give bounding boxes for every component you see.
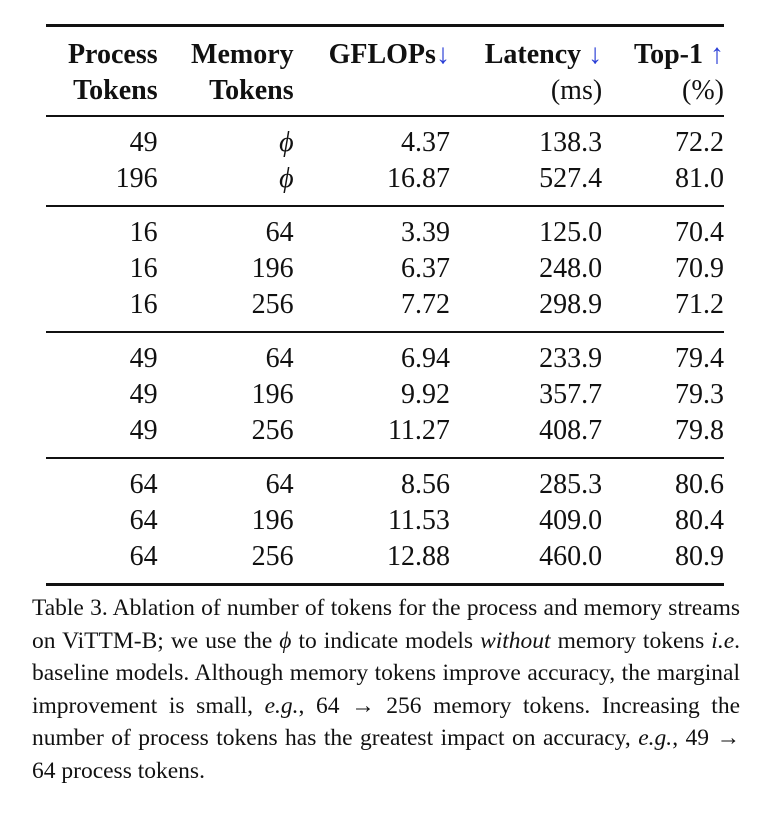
- cell-latency: 357.7: [539, 379, 603, 410]
- header-latency: Latency ↓: [484, 39, 603, 70]
- cell-gflops: 7.72: [400, 289, 450, 320]
- cell-top1: 80.9: [675, 541, 724, 572]
- cell-gflops: 4.37: [400, 127, 450, 158]
- table-row: [46, 413, 724, 458]
- cell-gflops: 12.88: [386, 541, 450, 572]
- cell-top1: 79.3: [675, 379, 724, 410]
- cell-gflops: 6.37: [400, 253, 450, 284]
- group-process-64: [46, 458, 724, 585]
- table-header: [46, 26, 724, 117]
- cell-memory-tokens: 256: [251, 289, 294, 320]
- down-arrow-icon: ↓: [588, 39, 603, 70]
- cell-latency: 460.0: [539, 541, 603, 572]
- cell-top1: 80.4: [675, 505, 724, 536]
- cell-process-tokens: 49: [129, 343, 158, 374]
- cell-latency: 233.9: [539, 343, 603, 374]
- cell-latency: 409.0: [539, 505, 603, 536]
- table-caption: [32, 592, 740, 788]
- cell-process-tokens: 16: [129, 289, 158, 320]
- cell-top1: 79.4: [675, 343, 724, 374]
- cell-process-tokens: 64: [129, 505, 158, 536]
- cell-top1: 70.9: [675, 253, 724, 284]
- table-row: [46, 458, 724, 503]
- cell-memory-tokens: 196: [251, 379, 294, 410]
- header-latency-unit: (ms): [550, 75, 603, 106]
- cell-gflops: 11.53: [387, 505, 450, 536]
- table-row: [46, 539, 724, 585]
- cell-memory-tokens: 64: [265, 343, 294, 374]
- caption-text: Ablation of number of tokens for the process and memory streams on ViTTM-B; we use the: [32, 595, 740, 654]
- table-row: [46, 503, 724, 539]
- header-top1-unit: (%): [682, 75, 724, 106]
- cell-memory-tokens: 196: [251, 253, 294, 284]
- cell-process-tokens: 49: [129, 127, 158, 158]
- ablation-table: [46, 24, 724, 586]
- cell-latency: 138.3: [539, 127, 603, 158]
- header-memory-tokens: Memory: [191, 39, 294, 70]
- caption-without: without: [480, 627, 551, 654]
- cell-gflops: 11.27: [387, 415, 450, 446]
- caption-text: . baseline models. Although memory tokens improve accuracy, the marginal improvement is small,: [32, 627, 741, 719]
- cell-process-tokens: 196: [115, 163, 158, 194]
- cell-latency: 285.3: [539, 469, 603, 500]
- table-row: [46, 116, 724, 161]
- table-row: [46, 206, 724, 251]
- cell-gflops: 9.92: [400, 379, 450, 410]
- up-arrow-icon: ↑: [710, 39, 724, 70]
- cell-latency: 298.9: [539, 289, 603, 320]
- cell-process-tokens: 49: [129, 415, 158, 446]
- table-row: [46, 161, 724, 206]
- cell-memory-tokens: 64: [265, 469, 294, 500]
- cell-process-tokens: 49: [129, 379, 158, 410]
- table-row: [46, 332, 724, 377]
- caption-text: memory tokens: [550, 627, 712, 654]
- cell-memory-tokens: 256: [251, 541, 294, 572]
- cell-latency: 527.4: [539, 163, 603, 194]
- cell-process-tokens: 16: [129, 217, 158, 248]
- cell-gflops: 16.87: [386, 163, 450, 194]
- cell-gflops: 3.39: [400, 217, 450, 248]
- header-top1: Top-1 ↑: [633, 39, 724, 70]
- table-row: [46, 251, 724, 287]
- caption-text: to indicate models: [291, 627, 481, 654]
- caption-label: Table 3.: [32, 595, 108, 621]
- cell-top1: 72.2: [675, 127, 724, 158]
- cell-memory-tokens: ϕ: [279, 163, 294, 194]
- header-process-tokens: Process: [67, 39, 158, 70]
- cell-process-tokens: 64: [129, 541, 158, 572]
- cell-memory-tokens: 196: [251, 505, 294, 536]
- cell-top1: 80.6: [675, 469, 724, 500]
- header-memory-tokens-line2: Tokens: [209, 75, 294, 106]
- results-table-container: [46, 24, 724, 586]
- header-process-tokens-line2: Tokens: [73, 75, 158, 106]
- cell-process-tokens: 16: [129, 253, 158, 284]
- cell-latency: 408.7: [539, 415, 603, 446]
- cell-latency: 125.0: [539, 217, 603, 248]
- down-arrow-icon: ↓: [435, 39, 450, 70]
- caption-text: , 49 → 64 process tokens.: [32, 725, 740, 784]
- cell-memory-tokens: 64: [265, 217, 294, 248]
- cell-top1: 81.0: [675, 163, 724, 194]
- cell-top1: 70.4: [675, 217, 724, 248]
- cell-memory-tokens: ϕ: [279, 127, 294, 158]
- caption-ie: i.e: [711, 627, 735, 654]
- caption-phi: ϕ: [279, 627, 292, 654]
- header-gflops-line2: [294, 73, 450, 116]
- cell-gflops: 8.56: [400, 469, 450, 500]
- cell-memory-tokens: 256: [251, 415, 294, 446]
- group-process-49: [46, 332, 724, 458]
- table-row: [46, 287, 724, 332]
- header-gflops: GFLOPs↓: [328, 39, 450, 70]
- caption-eg: e.g.: [264, 692, 299, 719]
- caption-eg: e.g.: [638, 725, 673, 752]
- cell-process-tokens: 64: [129, 469, 158, 500]
- table-row: [46, 377, 724, 413]
- cell-top1: 79.8: [675, 415, 724, 446]
- cell-latency: 248.0: [539, 253, 603, 284]
- group-baseline: [46, 116, 724, 206]
- group-process-16: [46, 206, 724, 332]
- caption-text: , 64 → 256 memory tokens. Increasing the number of process tokens has the greatest impact on accuracy,: [32, 692, 741, 752]
- cell-top1: 71.2: [675, 289, 724, 320]
- cell-gflops: 6.94: [400, 343, 450, 374]
